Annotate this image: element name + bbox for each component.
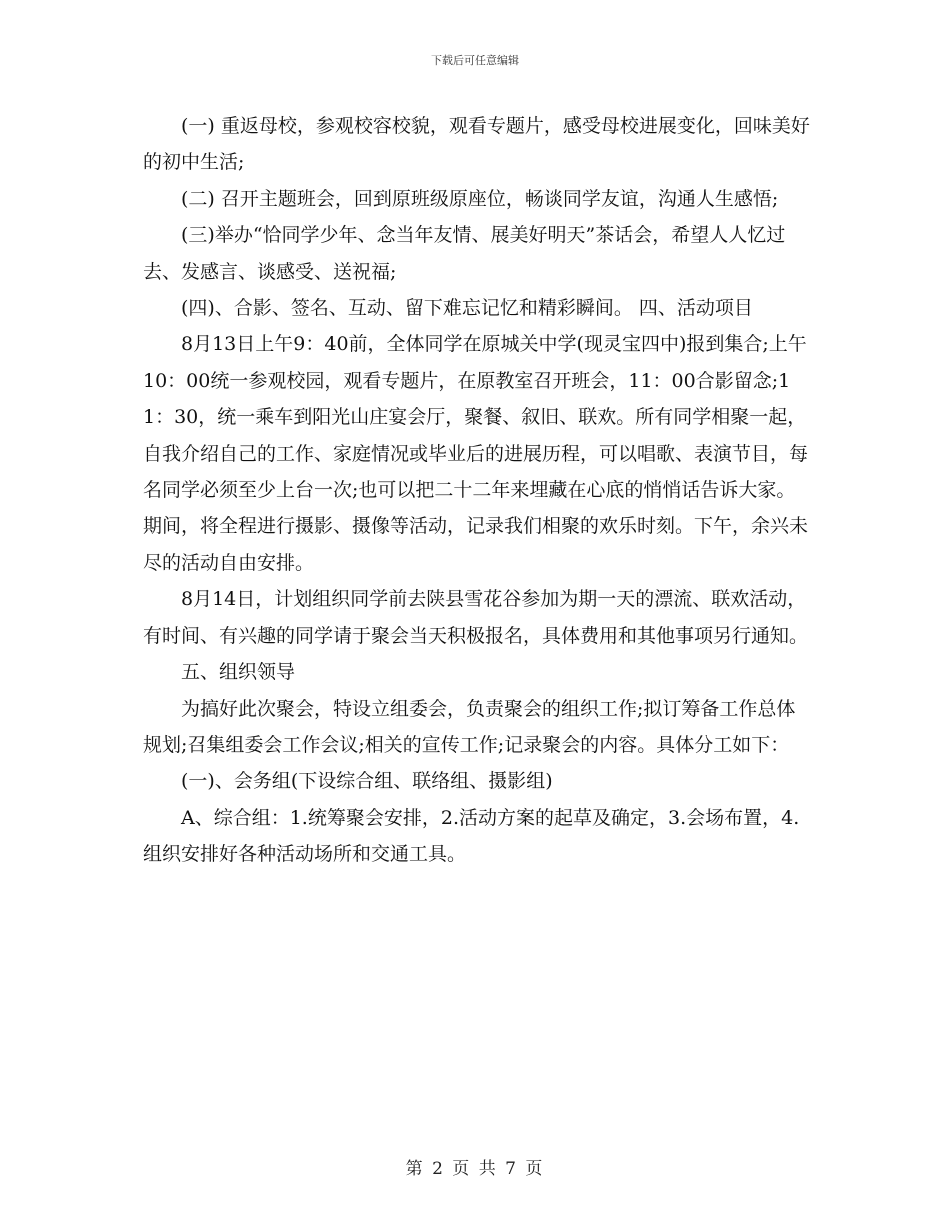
paragraph-2: (二) 召开主题班会，回到原班级原座位，畅谈同学友谊，沟通人生感悟; (181, 187, 779, 210)
paragraph-1: (一) 重返母校，参观校容校貌，观看专题片，感受母校进展变化，回味美好的初中生活; (143, 115, 810, 174)
document-body (143, 108, 811, 873)
paragraph-3: (三)举办“恰同学少年、念当年友情、展美好明天”茶话会，希望人人忆过去、发感言、谈感受、送祝福; (143, 224, 786, 283)
paragraph-4: (四)、合影、签名、互动、留下难忘记忆和精彩瞬间。 四、活动项目 (181, 297, 753, 320)
paragraph-8: (一)、会务组(下设综合组、联络组、摄影组) (181, 770, 553, 793)
paragraph-7: 为搞好此次聚会，特设立组委会，负责聚会的组织工作;拟订筹备工作总体规划;召集组委会工作会议;相关的宣传工作;记录聚会的内容。具体分工如下： (143, 697, 796, 756)
paragraph-6: 8月14日，计划组织同学前去陕县雪花谷参加为期一天的漂流、联欢活动，有时间、有兴趣的同学请于聚会当天积极报名，具体费用和其他事项另行通知。 (143, 588, 809, 647)
page-footer: 第 2 页 共 7 页 (405, 1159, 545, 1179)
paragraph-5: 8月13日上午9：40前，全体同学在原城关中学(现灵宝四中)报到集合;上午10：00统一参观校园，观看专题片，在原教室召开班会，11：00合影留念;11：30，统一乘车到阳光山庄宴会厅，聚餐、叙旧、联欢。所有同学相聚一起，自我介绍自己的工作、家庭情况或毕业后的进展历程，可以唱歌、表演节目，每名同学必须至少上台一次;也可以把二十二年来埋藏在心底的悄悄话告诉大家。期间，将全程进行摄影、摄像等活动，记录我们相聚的欢乐时刻。下午，余兴未尽的活动自由安排。 (143, 333, 809, 574)
page-header: 下载后可任意编辑 (431, 54, 519, 67)
paragraph-9: A、综合组：1.统筹聚会安排，2.活动方案的起草及确定，3.会场布置，4.组织安排好各种活动场所和交通工具。 (143, 806, 800, 866)
section-heading-organization: 五、组织领导 (181, 661, 296, 684)
